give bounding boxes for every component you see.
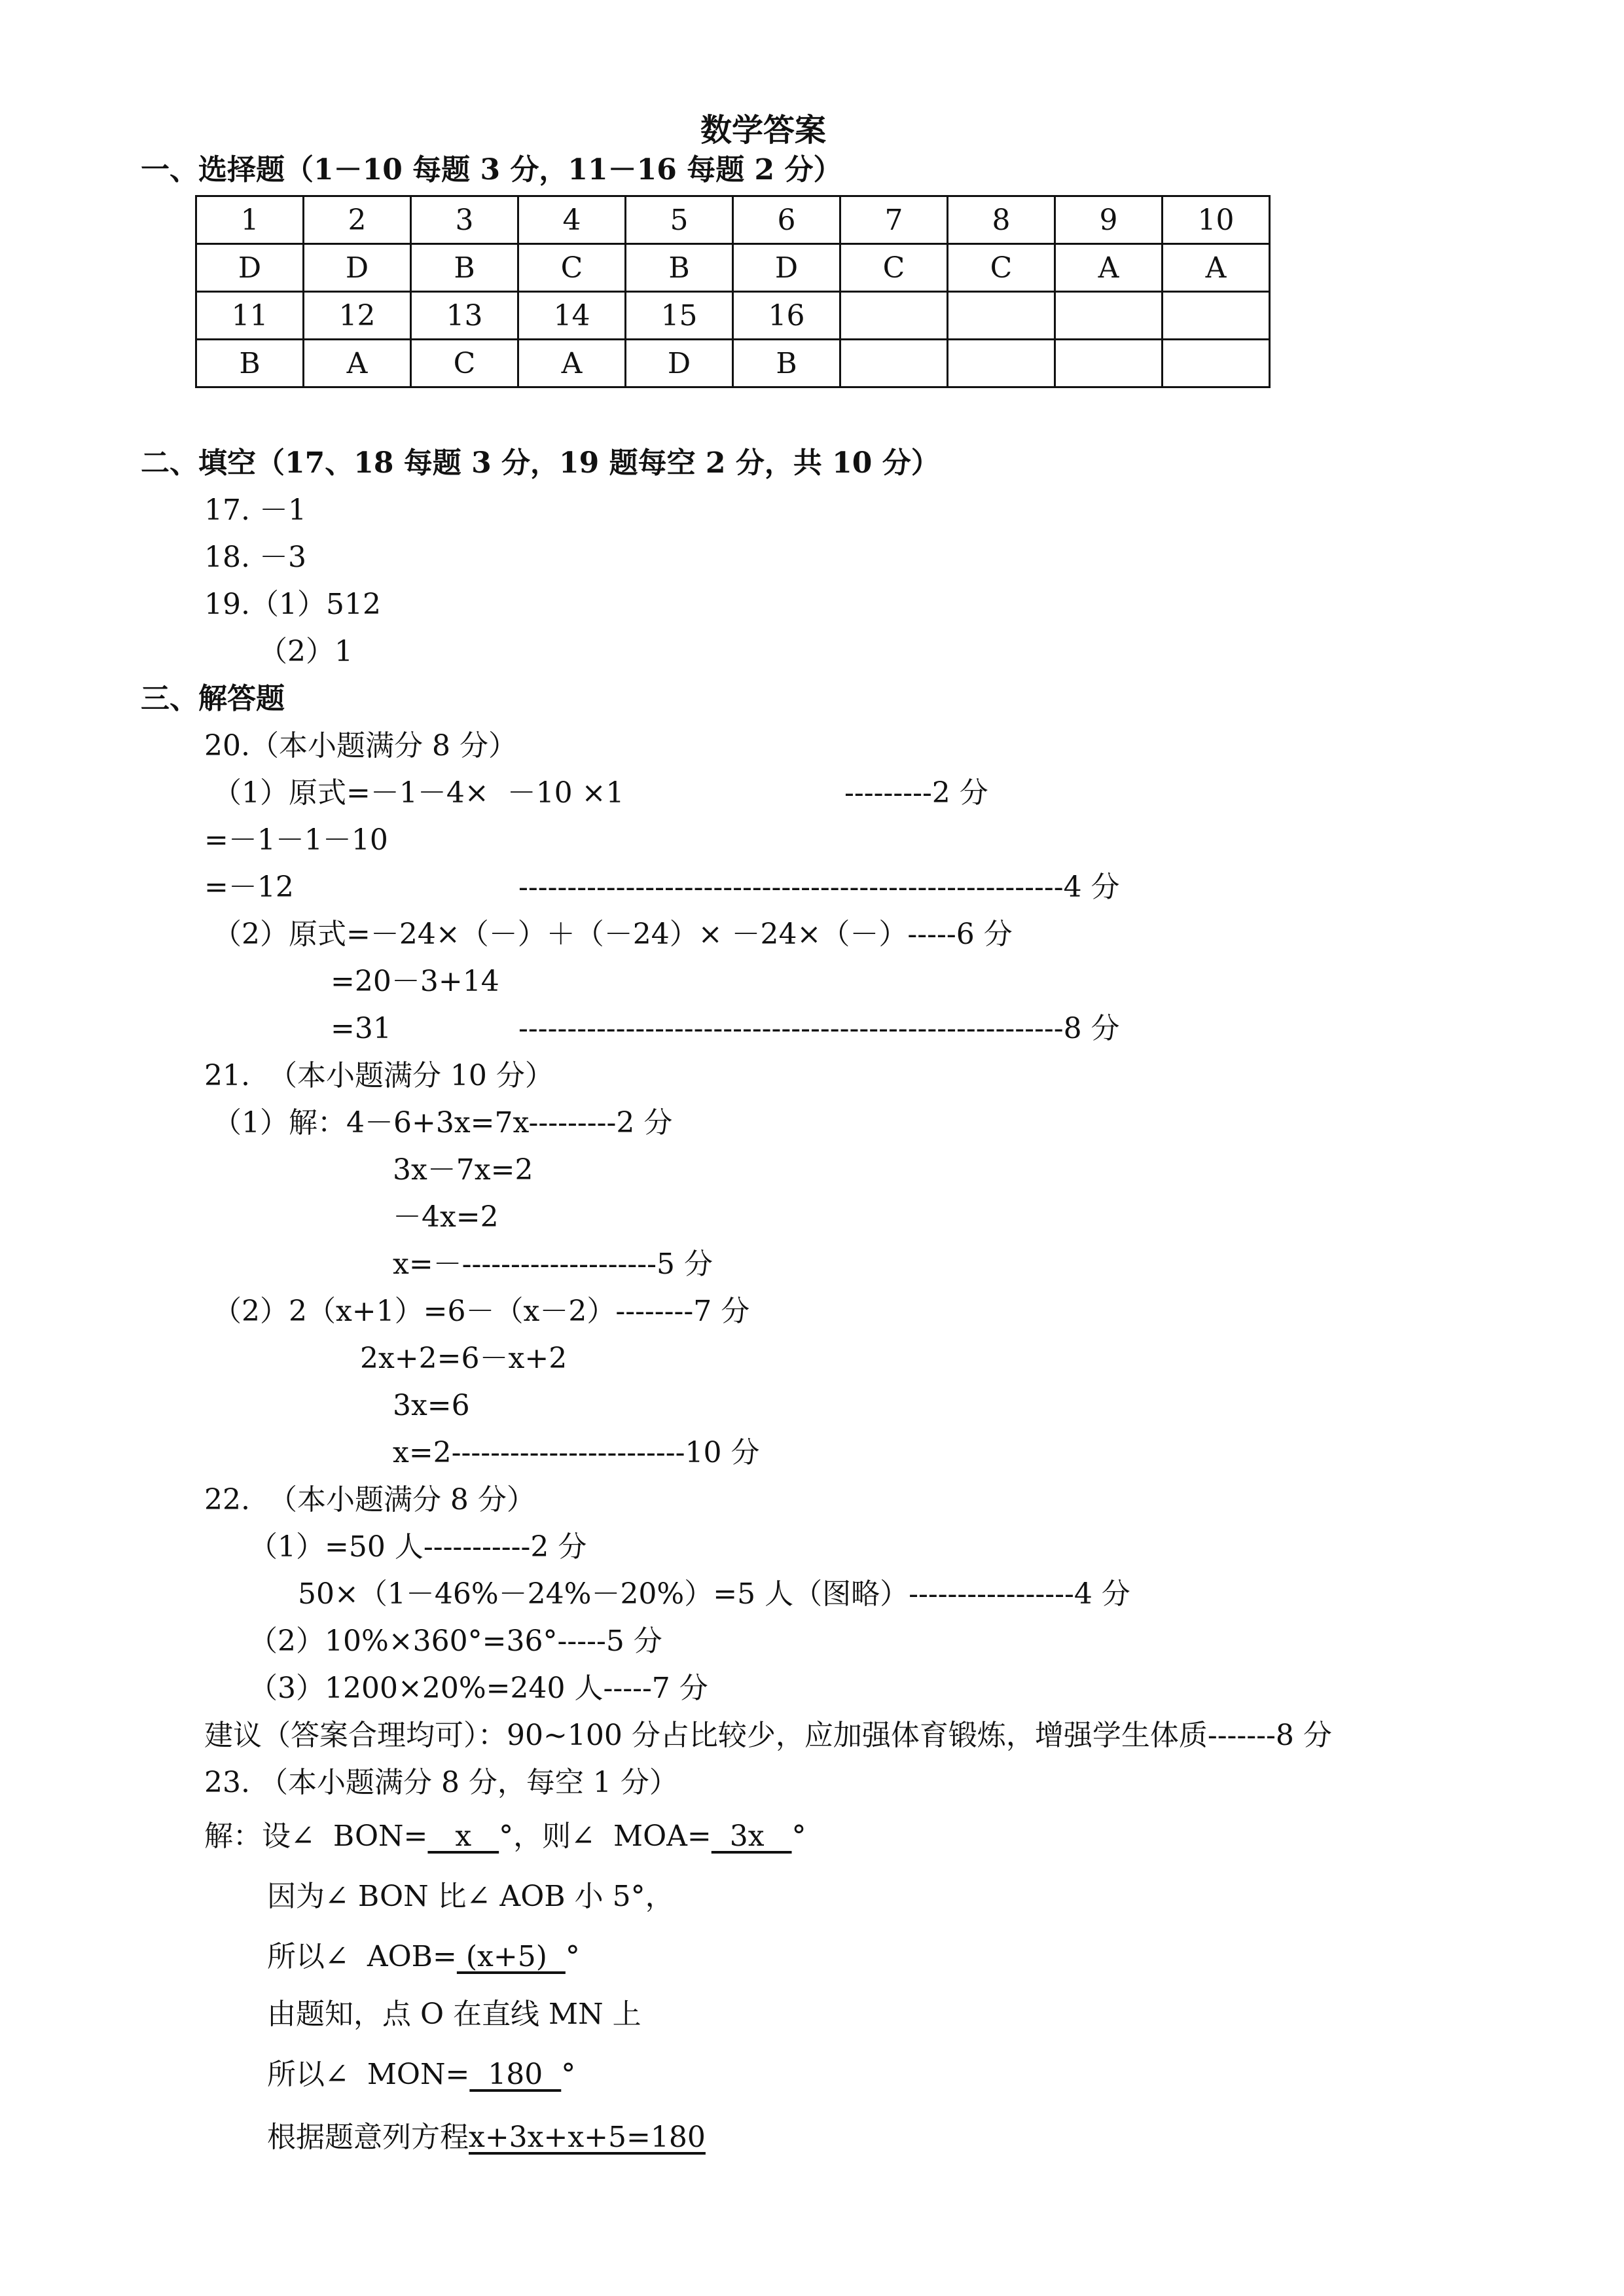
q21-line: x=－--------------------5 分	[393, 1247, 713, 1281]
q23-blank: (x+5)	[456, 1940, 566, 1973]
answer-19-1: 19.（1）512	[204, 588, 381, 621]
q21-line: （1）解：4－6+3x=7x---------2 分	[213, 1106, 673, 1139]
table-row	[196, 292, 1270, 340]
table-cell: 9	[1055, 196, 1163, 244]
q23-text: °	[791, 1820, 806, 1853]
q20-line: （2）原式=－24×（－）＋（－24）× －24×（－）-----6 分	[213, 918, 1013, 951]
q23-line-1	[204, 1818, 806, 1855]
table-cell: B	[626, 244, 733, 292]
answer-17: 17. －1	[204, 493, 306, 527]
q23-text: 所以∠ AOB=	[267, 1940, 457, 1973]
q23-title: 23. （本小题满分 8 分，每空 1 分）	[204, 1766, 678, 1799]
q20-score: --------------------------------------------------------8 分	[518, 1012, 1120, 1045]
q23-line-2: 因为∠ BON 比∠ AOB 小 5°，	[267, 1880, 674, 1913]
table-cell: D	[196, 244, 304, 292]
table-cell: 13	[411, 292, 518, 340]
q23-text: 所以∠ MON=	[267, 2058, 470, 2091]
q20-line: =－1－1－10	[204, 823, 388, 857]
q23-blank: x	[427, 1820, 499, 1853]
table-cell: D	[733, 244, 840, 292]
q23-line-3	[267, 1939, 580, 1975]
table-row	[196, 244, 1270, 292]
table-cell: 8	[948, 196, 1055, 244]
table-cell: A	[1163, 244, 1270, 292]
table-cell: C	[411, 340, 518, 387]
table-cell: 6	[733, 196, 840, 244]
q23-blank: 180	[469, 2058, 562, 2091]
q20-line: =－12	[204, 870, 294, 904]
table-cell: 16	[733, 292, 840, 340]
q20-line: =31	[331, 1012, 391, 1045]
table-cell: C	[518, 244, 626, 292]
table-cell: A	[1055, 244, 1163, 292]
table-cell: 2	[304, 196, 411, 244]
table-cell: D	[304, 244, 411, 292]
table-cell: D	[626, 340, 733, 387]
q21-line: 2x+2=6－x+2	[360, 1342, 568, 1375]
answer-table	[195, 195, 1271, 388]
q20-score: --------------------------------------------------------4 分	[518, 870, 1120, 904]
table-cell: 1	[196, 196, 304, 244]
answer-18: 18. －3	[204, 541, 306, 574]
q22-suggestion: 建议（答案合理均可）：90~100 分占比较少，应加强体育锻炼，增强学生体质-------8 分	[204, 1719, 1332, 1752]
table-cell: B	[411, 244, 518, 292]
table-cell	[1163, 340, 1270, 387]
q22-line: 50×（1－46%－24%－20%）=5 人（图略）-----------------4 分	[298, 1577, 1130, 1611]
q21-line: x=2------------------------10 分	[393, 1436, 760, 1469]
table-cell: B	[196, 340, 304, 387]
q21-title: 21. （本小题满分 10 分）	[204, 1059, 554, 1092]
q23-line-6	[267, 2119, 706, 2156]
q20-title: 20.（本小题满分 8 分）	[204, 729, 517, 762]
q21-line: 3x－7x=2	[393, 1153, 533, 1187]
q22-line: （1）=50 人-----------2 分	[249, 1530, 587, 1564]
table-cell	[840, 292, 948, 340]
page-title: 数学答案	[700, 112, 827, 149]
q23-blank: 3x	[711, 1820, 792, 1853]
table-cell: 11	[196, 292, 304, 340]
table-cell: C	[840, 244, 948, 292]
q20-line: （1）原式=－1－4× －10 ×1	[213, 776, 624, 810]
table-cell: 14	[518, 292, 626, 340]
q21-line: 3x=6	[393, 1389, 470, 1422]
table-cell	[840, 340, 948, 387]
table-cell: A	[304, 340, 411, 387]
table-cell	[948, 340, 1055, 387]
table-cell: 3	[411, 196, 518, 244]
q21-line: －4x=2	[393, 1200, 499, 1234]
section1-heading: 一、选择题（1－10 每题 3 分，11－16 每题 2 分）	[141, 153, 842, 187]
section3-heading: 三、解答题	[141, 682, 285, 715]
table-cell: 7	[840, 196, 948, 244]
table-cell	[948, 292, 1055, 340]
q23-equation: x+3x+x+5=180	[469, 2121, 706, 2154]
q23-text: °，则∠ MOA=	[499, 1820, 712, 1853]
table-cell	[1163, 292, 1270, 340]
table-row	[196, 340, 1270, 387]
q22-line: （2）10%×360°=36°-----5 分	[249, 1624, 662, 1658]
table-cell: C	[948, 244, 1055, 292]
q23-text: °	[561, 2058, 576, 2091]
table-cell: A	[518, 340, 626, 387]
table-cell: 4	[518, 196, 626, 244]
q23-text: 解：设∠ BON=	[204, 1820, 428, 1853]
answer-19-2: （2）1	[259, 635, 353, 668]
table-cell: 10	[1163, 196, 1270, 244]
table-cell: 15	[626, 292, 733, 340]
table-cell: 12	[304, 292, 411, 340]
q20-score: ---------2 分	[844, 776, 988, 810]
q23-text: °	[565, 1940, 580, 1973]
q23-text: 根据题意列方程	[267, 2121, 469, 2154]
q23-line-5	[267, 2056, 575, 2093]
section2-heading: 二、填空（17、18 每题 3 分，19 题每空 2 分，共 10 分）	[141, 446, 940, 480]
q22-line: （3）1200×20%=240 人-----7 分	[249, 1672, 708, 1705]
q23-line-4: 由题知，点 O 在直线 MN 上	[267, 1998, 641, 2031]
table-cell	[1055, 340, 1163, 387]
table-cell: 5	[626, 196, 733, 244]
table-row	[196, 196, 1270, 244]
q22-title: 22. （本小题满分 8 分）	[204, 1483, 535, 1516]
q21-line: （2）2（x+1）=6－（x－2）--------7 分	[213, 1295, 750, 1328]
table-cell	[1055, 292, 1163, 340]
q20-line: =20－3+14	[331, 965, 499, 998]
table-cell: B	[733, 340, 840, 387]
